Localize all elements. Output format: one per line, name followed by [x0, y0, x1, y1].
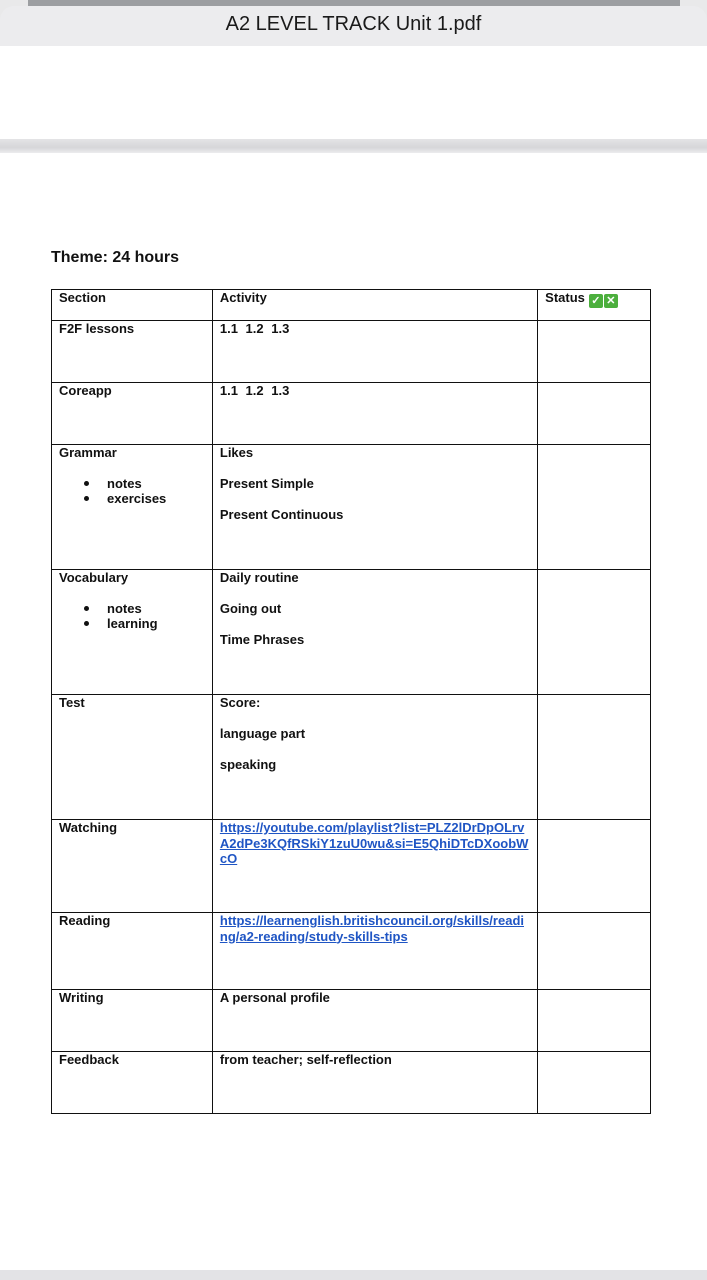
page-separator: [0, 139, 707, 153]
activity-item: Daily routine: [219, 570, 299, 585]
header-activity: Activity: [212, 290, 537, 321]
section-cell: Reading: [52, 913, 213, 990]
activity-cell: 1.1 1.2 1.3: [212, 383, 537, 445]
bullet-list: [59, 476, 205, 506]
table-row: [52, 913, 651, 990]
table-row: [52, 445, 651, 570]
activity-cell: [212, 570, 537, 695]
list-item: learning: [83, 616, 205, 631]
activity-item: Present Simple: [219, 476, 314, 491]
activity-cell: [212, 695, 537, 820]
activity-item: Score:: [219, 695, 261, 710]
bullet-list: [59, 601, 205, 631]
list-item: notes: [83, 601, 205, 616]
status-cell: [538, 990, 651, 1052]
status-cell: [538, 695, 651, 820]
table-row: [52, 383, 651, 445]
status-cell: [538, 913, 651, 990]
activity-cell: [212, 913, 537, 990]
document-title: A2 LEVEL TRACK Unit 1.pdf: [225, 13, 482, 35]
page-separator-bottom: [0, 1270, 707, 1280]
activity-item: speaking: [219, 757, 277, 772]
status-cell: [538, 383, 651, 445]
status-cell: [538, 321, 651, 383]
list-item: notes: [83, 476, 205, 491]
header-status-label: Status: [545, 290, 585, 305]
list-item: exercises: [83, 491, 205, 506]
section-cell: Writing: [52, 990, 213, 1052]
youtube-playlist-link[interactable]: https://youtube.com/playlist?list=PLZ2lDrDpOLrvA2dPe3KQfRSkiY1zuU0wu&si=E5QhiDTcDXoobWcO: [219, 820, 529, 866]
table-row: [52, 1052, 651, 1114]
section-cell: F2F lessons: [52, 321, 213, 383]
activity-cell: [212, 445, 537, 570]
track-table: [51, 289, 651, 1114]
table-row: [52, 570, 651, 695]
table-row: [52, 321, 651, 383]
table-header-row: [52, 290, 651, 321]
status-cell: [538, 820, 651, 913]
section-cell: [52, 445, 213, 570]
activity-cell: [212, 820, 537, 913]
status-cell: [538, 445, 651, 570]
section-cell: Test: [52, 695, 213, 820]
section-label: Vocabulary: [59, 570, 129, 585]
activity-item: Present Continuous: [219, 507, 344, 522]
table-row: [52, 695, 651, 820]
activity-cell: 1.1 1.2 1.3: [212, 321, 537, 383]
section-cell: Feedback: [52, 1052, 213, 1114]
theme-heading: Theme: 24 hours: [51, 249, 180, 266]
cross-mark-button-icon: ✕: [604, 294, 618, 308]
activity-cell: A personal profile: [212, 990, 537, 1052]
activity-item: Likes: [219, 445, 254, 460]
activity-item: Time Phrases: [219, 632, 305, 647]
header-status: [538, 290, 651, 321]
section-label: Grammar: [59, 445, 117, 460]
activity-cell: from teacher; self-reflection: [212, 1052, 537, 1114]
section-cell: Watching: [52, 820, 213, 913]
section-cell: [52, 570, 213, 695]
reading-resource-link[interactable]: https://learnenglish.britishcouncil.org/skills/reading/a2-reading/study-skills-tips: [219, 913, 524, 944]
check-mark-button-icon: ✓: [589, 294, 603, 308]
activity-item: language part: [219, 726, 306, 741]
activity-item: Going out: [219, 601, 282, 616]
table-row: [52, 820, 651, 913]
section-cell: Coreapp: [52, 383, 213, 445]
viewer-header: [0, 0, 707, 46]
table-row: [52, 990, 651, 1052]
header-section: Section: [52, 290, 213, 321]
status-cell: [538, 1052, 651, 1114]
status-cell: [538, 570, 651, 695]
